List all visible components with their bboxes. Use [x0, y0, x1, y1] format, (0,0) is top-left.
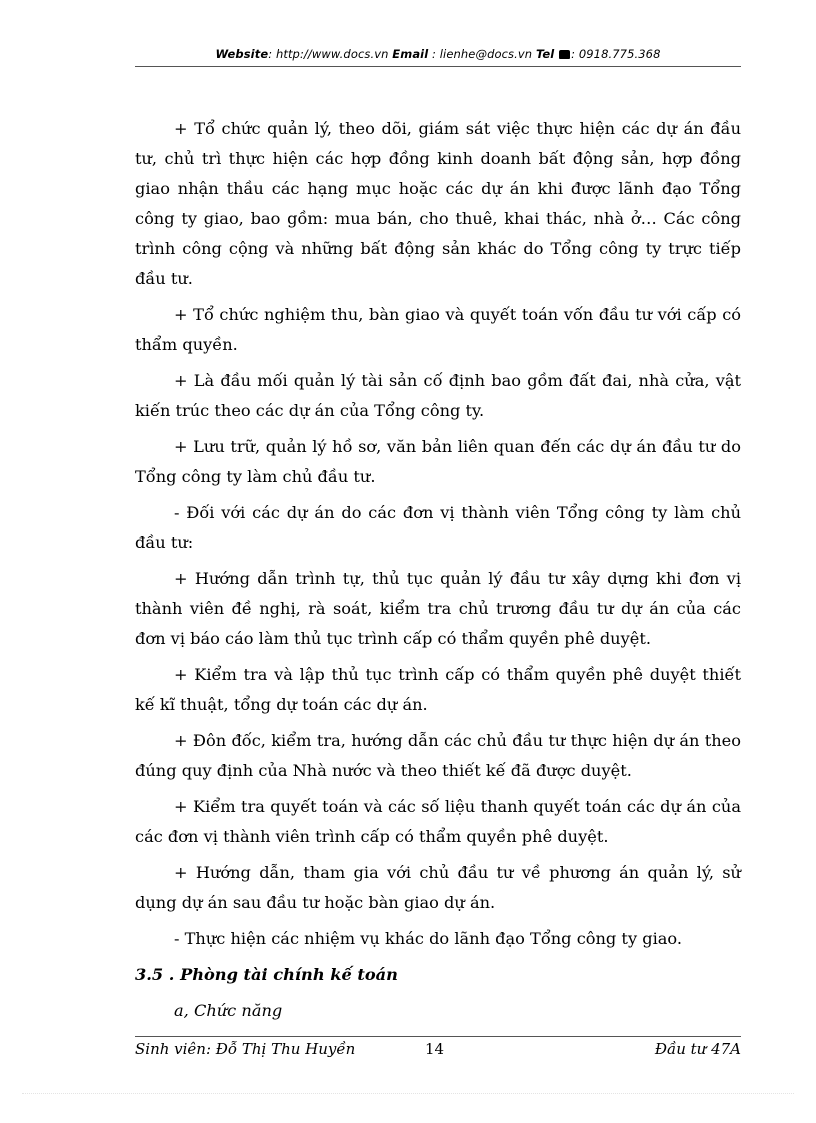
phone-icon [559, 50, 570, 59]
header-divider [135, 66, 741, 67]
tel-label: Tel [535, 47, 555, 61]
footer-divider [135, 1036, 741, 1037]
sub-heading: a, Chức năng [174, 1001, 283, 1020]
paragraph: + Tổ chức nghiệm thu, bàn giao và quyết toán vốn đầu tư với cấp có thẩm quyền. [135, 305, 741, 354]
document-body [135, 114, 741, 1032]
paragraph: + Kiểm tra và lập thủ tục trình cấp có thẩm quyền phê duyệt thiết kế kĩ thuật, tổng dự toán các dự án. [135, 665, 741, 714]
website-label: Website [215, 47, 269, 61]
page-number: 14 [425, 1040, 445, 1058]
paragraph: - Đối với các dự án do các đơn vị thành viên Tổng công ty làm chủ đầu tư: [135, 503, 741, 552]
paragraph: + Tổ chức quản lý, theo dõi, giám sát việc thực hiện các dự án đầu tư, chủ trì thực hiện các hợp đồng kinh doanh bất động sản, hợp đồng giao nhận thầu các hạng mục hoặc các dự án khi được lãnh đạo Tổng công ty giao, bao gồm: mua bán, cho thuê, khai thác, nhà ở… Các công trình công cộng và những bất động sản khác do Tổng công ty trực tiếp đầu tư. [135, 119, 741, 288]
email-value: : lienhe@docs.vn [428, 47, 536, 61]
page-footer [135, 1040, 741, 1060]
footer-class: Đầu tư 47A [654, 1040, 741, 1058]
page-edge [22, 1093, 794, 1094]
tel-value: : 0918.775.368 [571, 47, 661, 61]
section-heading: 3.5 . Phòng tài chính kế toán [135, 965, 398, 984]
email-label: Email [392, 47, 429, 61]
paragraph: + Là đầu mối quản lý tài sản cố định bao gồm đất đai, nhà cửa, vật kiến trúc theo các dự án của Tổng công ty. [135, 371, 741, 420]
page-header [135, 47, 741, 61]
paragraph: + Kiểm tra quyết toán và các số liệu thanh quyết toán các dự án của các đơn vị thành viên trình cấp có thẩm quyền phê duyệt. [135, 797, 741, 846]
paragraph: + Lưu trữ, quản lý hồ sơ, văn bản liên quan đến các dự án đầu tư do Tổng công ty làm chủ đầu tư. [135, 437, 741, 486]
footer-student-name: Sinh viên: Đỗ Thị Thu Huyền [135, 1040, 356, 1058]
paragraph: + Đôn đốc, kiểm tra, hướng dẫn các chủ đầu tư thực hiện dự án theo đúng quy định của Nhà nước và theo thiết kế đã được duyệt. [135, 731, 741, 780]
website-value: : http://www.docs.vn [268, 47, 393, 61]
paragraph: + Hướng dẫn trình tự, thủ tục quản lý đầu tư xây dựng khi đơn vị thành viên đề nghị, rà soát, kiểm tra chủ trương đầu tư dự án của các đơn vị báo cáo làm thủ tục trình cấp có thẩm quyền phê duyệt. [135, 569, 741, 648]
paragraph: - Thực hiện các nhiệm vụ khác do lãnh đạo Tổng công ty giao. [174, 929, 683, 948]
paragraph: + Hướng dẫn, tham gia với chủ đầu tư về phương án quản lý, sử dụng dự án sau đầu tư hoặc bàn giao dự án. [135, 863, 741, 912]
